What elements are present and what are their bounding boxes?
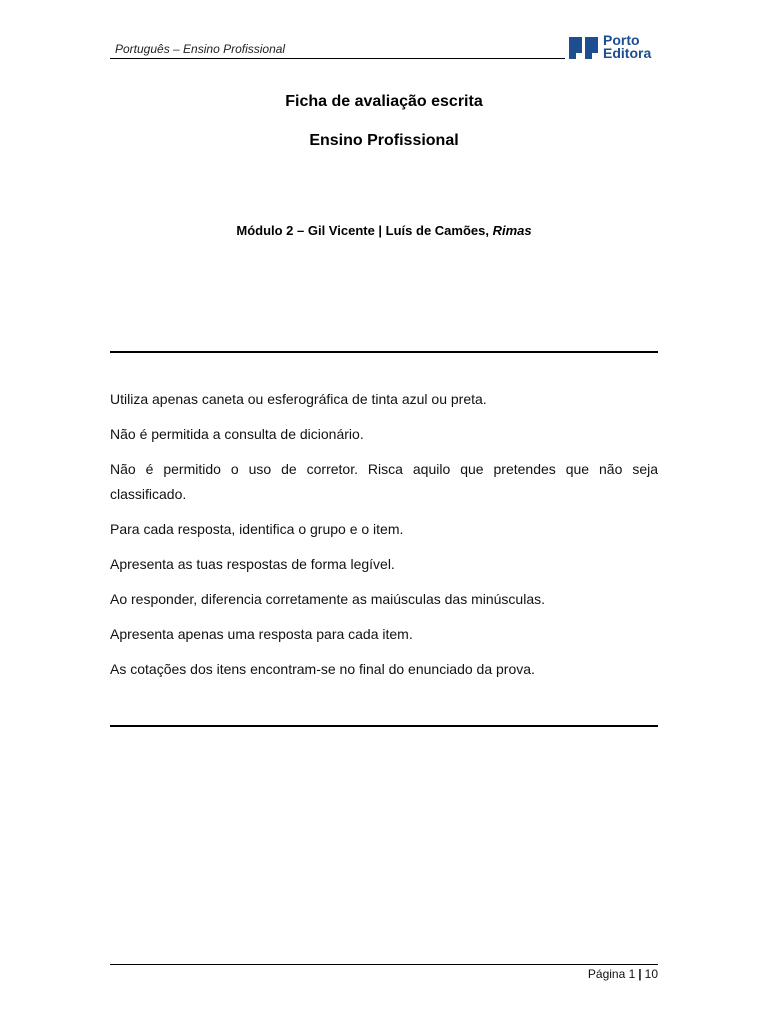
page-total: 10 [644, 967, 658, 981]
instruction-item: Para cada resposta, identifica o grupo e o item. [110, 521, 404, 537]
porto-editora-logo [567, 33, 662, 63]
porto-editora-logo-icon [567, 35, 601, 61]
page-separator: | [638, 967, 642, 981]
section-divider-top [110, 351, 658, 353]
logo-wordmark [603, 34, 651, 60]
instruction-item: Não é permitido o uso de corretor. Risca aquilo que pretendes que não seja classificado. [110, 461, 658, 502]
document-title: Ficha de avaliação escrita [285, 93, 483, 110]
instruction-item: Não é permitida a consulta de dicionário. [110, 426, 364, 442]
page-number [588, 967, 658, 981]
document-subtitle: Ensino Profissional [309, 132, 459, 149]
instruction-item: Apresenta as tuas respostas de forma legível. [110, 556, 395, 572]
page-label: Página 1 [587, 967, 636, 981]
footer-divider [110, 964, 658, 965]
instructions-list [110, 387, 658, 692]
section-divider-bottom [110, 725, 658, 727]
instruction-item: Ao responder, diferencia corretamente as maiúsculas das minúsculas. [110, 591, 545, 607]
instruction-item: As cotações dos itens encontram-se no final do enunciado da prova. [110, 661, 535, 677]
module-heading-italic: Rimas [492, 223, 532, 238]
module-heading [110, 223, 658, 238]
instruction-item: Apresenta apenas uma resposta para cada item. [110, 626, 413, 642]
logo-line-1: Porto [603, 32, 640, 48]
header-text: Português – Ensino Profissional [115, 42, 286, 56]
instruction-item: Utiliza apenas caneta ou esferográfica de tinta azul ou preta. [110, 391, 487, 407]
module-heading-text: Módulo 2 – Gil Vicente | Luís de Camões, [236, 223, 493, 238]
logo-line-2: Editora [603, 45, 652, 61]
header-divider [110, 58, 565, 59]
